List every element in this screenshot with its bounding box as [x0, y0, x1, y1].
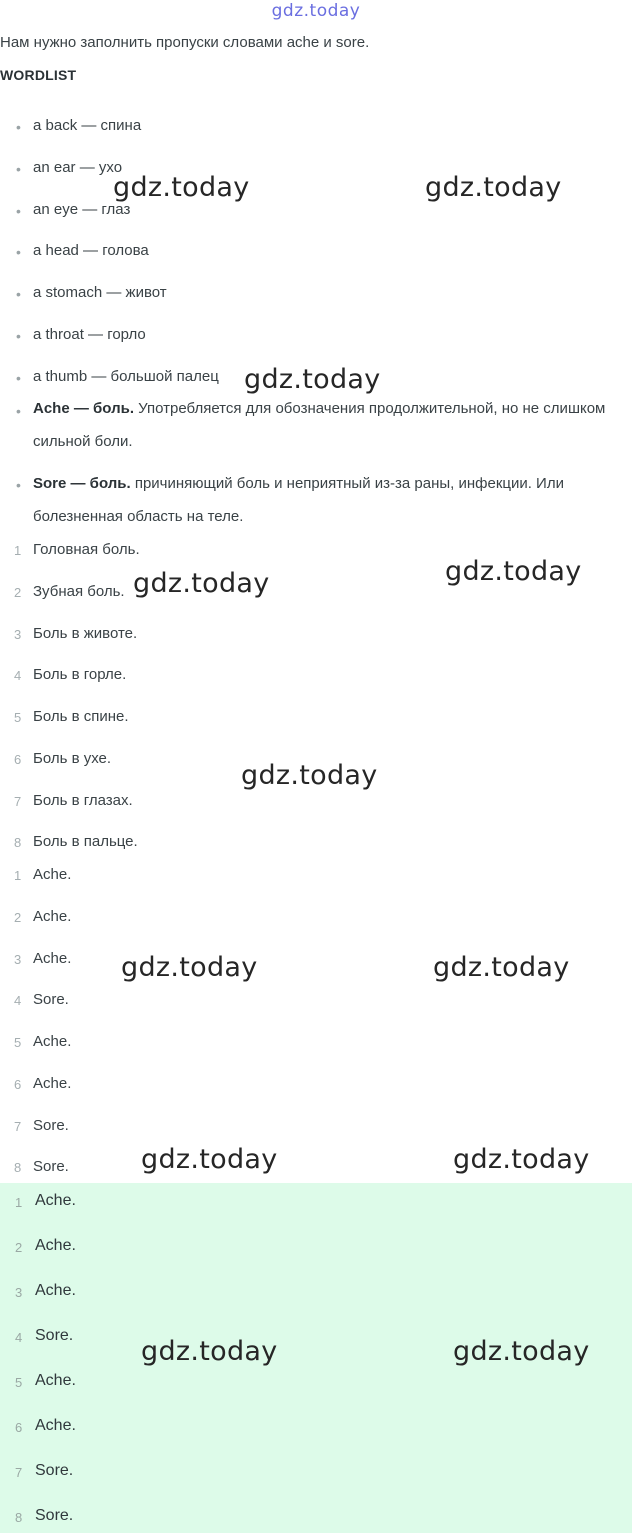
- bullet-icon: •: [16, 119, 21, 135]
- final-answer-item: Ache.: [35, 1282, 76, 1299]
- bullet-icon: •: [16, 403, 21, 419]
- definition-ache: [33, 392, 629, 458]
- watermark: gdz.today: [113, 172, 250, 203]
- answer-item: Sore.: [33, 1158, 69, 1175]
- final-answer-item: Sore.: [35, 1462, 74, 1479]
- translation-item: Боль в ухе.: [33, 750, 112, 767]
- list-number: 5: [14, 710, 22, 725]
- list-number: 6: [15, 1420, 23, 1435]
- translation-item: Боль в пальце.: [33, 833, 138, 850]
- intro-text: Нам нужно заполнить пропуски словами ache и sore.: [0, 34, 370, 51]
- wordlist-item: an eye — глаз: [33, 201, 131, 218]
- bullet-icon: •: [16, 286, 21, 302]
- bullet-icon: •: [16, 477, 21, 493]
- list-number: 1: [14, 543, 22, 558]
- watermark: gdz.today: [121, 952, 258, 983]
- definition-sore: [33, 467, 629, 533]
- final-answer-item: Ache.: [35, 1192, 76, 1209]
- answer-item: Ache.: [33, 866, 72, 883]
- definition-term: Sore — боль.: [33, 475, 131, 492]
- definition-text: причиняющий боль и неприятный из-за раны, инфекции. Или болезненная область на теле.: [33, 475, 564, 525]
- wordlist-item: a throat — горло: [33, 326, 146, 343]
- definition-term: Ache — боль.: [33, 400, 134, 417]
- bullet-icon: •: [16, 328, 21, 344]
- watermark: gdz.today: [453, 1144, 590, 1175]
- bullet-icon: •: [16, 161, 21, 177]
- answer-item: Ache.: [33, 1075, 72, 1092]
- answer-item: Sore.: [33, 991, 69, 1008]
- watermark: gdz.today: [453, 1336, 590, 1367]
- watermark: gdz.today: [241, 760, 378, 791]
- watermark: gdz.today: [141, 1336, 278, 1367]
- list-number: 1: [15, 1195, 23, 1210]
- watermark: gdz.today: [445, 556, 582, 587]
- list-number: 7: [14, 1119, 22, 1134]
- bullet-icon: •: [16, 203, 21, 219]
- translation-item: Боль в спине.: [33, 708, 129, 725]
- answer-item: Ache.: [33, 950, 72, 967]
- final-answer-item: Ache.: [35, 1417, 76, 1434]
- translation-item: Боль в глазах.: [33, 792, 133, 809]
- translation-item: Боль в животе.: [33, 625, 138, 642]
- final-answer-item: Ache.: [35, 1237, 76, 1254]
- list-number: 6: [14, 752, 22, 767]
- list-number: 2: [14, 910, 22, 925]
- translation-item: Головная боль.: [33, 541, 140, 558]
- list-number: 2: [15, 1240, 23, 1255]
- list-number: 3: [15, 1285, 23, 1300]
- list-number: 3: [14, 627, 22, 642]
- final-answer-item: Sore.: [35, 1327, 74, 1344]
- list-number: 8: [14, 835, 22, 850]
- wordlist-item: a back — спина: [33, 117, 142, 134]
- watermark: gdz.today: [133, 568, 270, 599]
- answer-item: Sore.: [33, 1117, 69, 1134]
- translation-item: Боль в горле.: [33, 666, 127, 683]
- site-logo[interactable]: gdz.today: [271, 1, 361, 21]
- list-number: 6: [14, 1077, 22, 1092]
- list-number: 4: [14, 993, 22, 1008]
- list-number: 4: [14, 668, 22, 683]
- answer-item: Ache.: [33, 908, 72, 925]
- wordlist-item: a head — голова: [33, 242, 149, 259]
- watermark: gdz.today: [433, 952, 570, 983]
- final-answer-item: Ache.: [35, 1372, 76, 1389]
- watermark: gdz.today: [141, 1144, 278, 1175]
- list-number: 3: [14, 952, 22, 967]
- final-answer-item: Sore.: [35, 1507, 74, 1524]
- watermark: gdz.today: [425, 172, 562, 203]
- bullet-icon: •: [16, 244, 21, 260]
- list-number: 1: [14, 868, 22, 883]
- watermark: gdz.today: [244, 364, 381, 395]
- wordlist-item: an ear — ухо: [33, 159, 123, 176]
- wordlist-item: a stomach — живот: [33, 284, 167, 301]
- list-number: 4: [15, 1330, 23, 1345]
- translation-item: Зубная боль.: [33, 583, 125, 600]
- list-number: 8: [15, 1510, 23, 1525]
- wordlist-item: a thumb — большой палец: [33, 368, 219, 385]
- list-number: 8: [14, 1160, 22, 1175]
- list-number: 5: [14, 1035, 22, 1050]
- bullet-icon: •: [16, 370, 21, 386]
- list-number: 2: [14, 585, 22, 600]
- list-number: 7: [15, 1465, 23, 1480]
- list-number: 7: [14, 794, 22, 809]
- definition-text: Употребляется для обозначения продолжительной, но не слишком сильной боли.: [33, 400, 606, 450]
- wordlist-heading: WORDLIST: [0, 67, 77, 83]
- answer-item: Ache.: [33, 1033, 72, 1050]
- list-number: 5: [15, 1375, 23, 1390]
